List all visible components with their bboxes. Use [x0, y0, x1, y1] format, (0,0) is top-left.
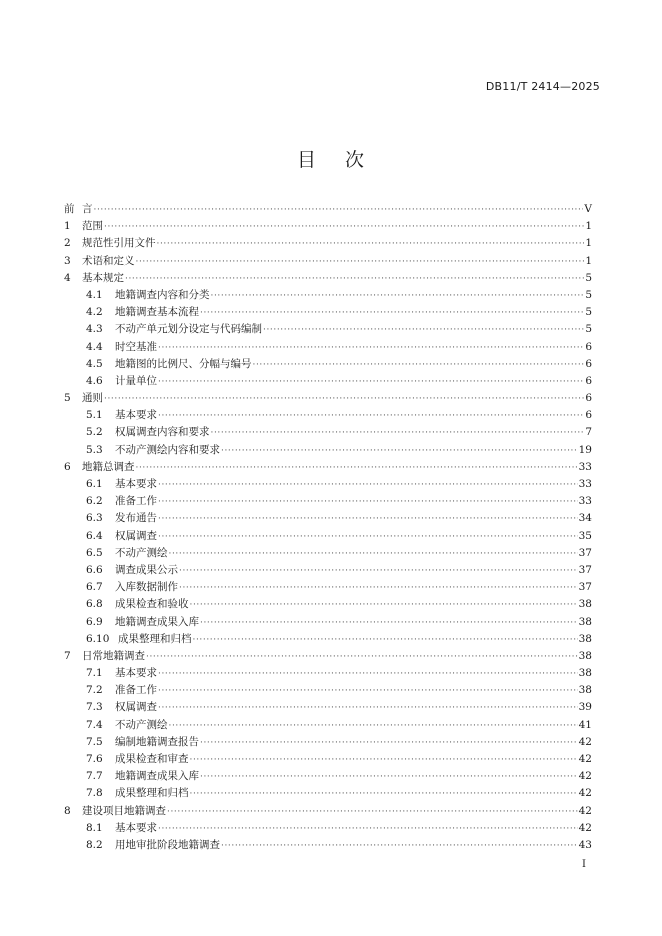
toc-entry-page: 6 [585, 374, 592, 387]
toc-entry-title: 成果检查和审查 [115, 753, 189, 765]
toc-entry-page: 37 [578, 563, 592, 576]
toc-entry-page: 38 [578, 598, 592, 611]
toc-entry-title: 地籍总调查 [82, 460, 135, 473]
toc-entry[interactable] [64, 270, 592, 287]
toc-dot-leader [179, 563, 578, 580]
toc-entry-page: 1 [585, 254, 592, 267]
toc-entry[interactable] [64, 596, 592, 613]
toc-entry-title: 不动产测绘 [115, 718, 168, 731]
toc-entry-title: 言 [82, 203, 93, 215]
toc-entry[interactable] [64, 476, 592, 493]
toc-entry-page: 5 [585, 306, 592, 319]
toc-dot-leader [158, 529, 578, 546]
toc-entry-title: 调查成果公示 [115, 563, 178, 576]
toc-entry-title: 准备工作 [115, 495, 157, 508]
toc-entry-title: 计量单位 [115, 374, 157, 387]
toc-entry-number: 6.5 [86, 546, 103, 559]
toc-entry-number: 3 [64, 254, 71, 267]
toc-dot-leader [158, 511, 578, 528]
toc-entry-number: 7.1 [86, 667, 103, 680]
toc-entry-title: 权属调查内容和要求 [115, 426, 210, 439]
toc-entry[interactable] [64, 373, 592, 390]
toc-entry-page: 5 [585, 288, 592, 301]
toc-entry-page: 6 [585, 392, 592, 405]
toc-entry-page: 33 [578, 460, 592, 473]
toc-dot-leader [157, 236, 585, 253]
toc-entry[interactable] [64, 562, 592, 579]
toc-entry-number: 6.9 [86, 615, 103, 628]
toc-entry-page: 37 [578, 546, 592, 559]
document-code: DB11/T 2414—2025 [485, 80, 600, 93]
toc-entry-page: 42 [578, 787, 592, 800]
toc-entry-title: 不动产单元划分设定与代码编制 [115, 323, 262, 336]
toc-entry[interactable] [64, 407, 592, 424]
toc-dot-leader [263, 322, 584, 339]
toc-entry-page: 38 [578, 615, 592, 628]
page-title [0, 145, 662, 172]
toc-dot-leader [167, 804, 578, 821]
toc-entry-page: 42 [578, 753, 592, 765]
toc-entry-number: 前 [64, 203, 75, 215]
toc-entry[interactable] [64, 287, 592, 304]
toc-entry-title: 发布通告 [115, 512, 157, 525]
toc-entry-title: 用地审批阶段地籍调查 [115, 838, 220, 851]
toc-dot-leader [158, 666, 578, 683]
toc-entry[interactable] [64, 734, 592, 751]
toc-entry-title: 编制地籍调查报告 [115, 735, 199, 748]
toc-entry-number: 4.4 [86, 340, 103, 353]
toc-entry-title: 不动产测绘 [115, 546, 168, 559]
toc-entry[interactable] [64, 751, 592, 768]
toc-dot-leader [169, 546, 578, 563]
toc-entry[interactable] [64, 304, 592, 321]
toc-dot-leader [190, 752, 578, 769]
toc-entry-page: 33 [578, 478, 592, 490]
toc-dot-leader [94, 202, 584, 219]
toc-dot-leader [193, 632, 578, 649]
toc-entry-title: 地籍调查成果入库 [115, 615, 199, 628]
toc-entry-number: 6.10 [86, 632, 110, 645]
toc-entry[interactable] [64, 545, 592, 562]
toc-entry-number: 4.2 [86, 306, 103, 319]
toc-entry-page: 41 [578, 718, 592, 731]
toc-dot-leader [158, 700, 578, 717]
toc-entry-page: 33 [578, 495, 592, 508]
toc-dot-leader [136, 460, 578, 477]
toc-entry[interactable] [64, 510, 592, 527]
toc-entry-number: 4.6 [86, 374, 103, 387]
toc-entry-title: 地籍调查基本流程 [115, 306, 199, 319]
toc-entry-title: 不动产测绘内容和要求 [115, 443, 220, 456]
toc-entry-number: 6 [64, 460, 71, 473]
toc-entry[interactable] [64, 837, 592, 854]
toc-entry[interactable] [64, 390, 592, 407]
toc-entry-number: 6.4 [86, 529, 103, 542]
toc-entry-title: 权属调查 [115, 701, 157, 714]
toc-entry-page: 6 [585, 357, 592, 370]
toc-entry-title: 准备工作 [115, 684, 157, 697]
toc-entry-title: 基本要求 [115, 409, 157, 422]
toc-entry-number: 7.5 [86, 735, 103, 748]
toc-entry[interactable] [64, 665, 592, 682]
toc-entry[interactable] [64, 528, 592, 545]
toc-entry[interactable] [64, 218, 592, 235]
toc-entry[interactable] [64, 579, 592, 596]
toc-dot-leader [221, 838, 578, 855]
toc-entry-title: 成果整理和归档 [115, 787, 189, 800]
toc-entry[interactable] [64, 235, 592, 252]
toc-dot-leader [169, 718, 578, 735]
footer-page-number: I [582, 859, 586, 870]
toc-entry-title: 范围 [82, 220, 103, 233]
toc-entry-page: 6 [585, 340, 592, 353]
toc-entry-title: 地籍图的比例尺、分幅与编号 [115, 357, 252, 370]
toc-entry-page: 37 [578, 581, 592, 594]
toc-entry-number: 4.3 [86, 323, 103, 336]
toc-dot-leader [125, 271, 584, 288]
title-char-2: 次 [345, 149, 366, 171]
toc-entry[interactable] [64, 803, 592, 820]
toc-entry-number: 7.8 [86, 787, 103, 800]
toc-dot-leader [158, 494, 578, 511]
toc-entry-number: 6.6 [86, 563, 103, 576]
toc-entry-page: 7 [585, 426, 592, 439]
toc-entry-title: 基本要求 [115, 478, 157, 490]
toc-entry-number: 7.6 [86, 753, 103, 765]
toc-dot-leader [158, 374, 584, 391]
toc-entry-page: 5 [585, 323, 592, 336]
toc-dot-leader [104, 391, 584, 408]
toc-entry[interactable] [64, 614, 592, 631]
toc-entry-page: 1 [585, 237, 592, 250]
title-char-1: 目 [296, 149, 317, 171]
toc-entry-page: 5 [585, 271, 592, 284]
toc-entry-page: 19 [578, 443, 592, 456]
toc-entry[interactable] [64, 339, 592, 356]
toc-entry-number: 5.2 [86, 426, 103, 439]
toc-dot-leader [158, 477, 578, 494]
toc-entry-title: 成果检查和验收 [115, 598, 189, 611]
toc-entry-number: 6.8 [86, 598, 103, 611]
toc-dot-leader [253, 357, 585, 374]
toc-entry-title: 权属调查 [115, 529, 157, 542]
toc-entry[interactable] [64, 321, 592, 338]
toc-dot-leader [190, 786, 578, 803]
toc-dot-leader [146, 649, 578, 666]
toc-entry-page: 38 [578, 684, 592, 697]
toc-entry-number: 5 [64, 392, 71, 405]
toc-entry-page: 35 [578, 529, 592, 542]
toc-entry-title: 时空基准 [115, 340, 157, 353]
toc-entry-page: 42 [578, 735, 592, 748]
toc-entry[interactable] [64, 631, 592, 648]
toc-entry-number: 6.1 [86, 478, 103, 490]
toc-entry-number: 7 [64, 649, 71, 662]
toc-dot-leader [158, 683, 578, 700]
toc-dot-leader [211, 288, 585, 305]
toc-entry-page: 43 [578, 838, 592, 851]
toc-entry-title: 基本规定 [82, 271, 124, 284]
toc-dot-leader [190, 597, 578, 614]
toc-entry[interactable] [64, 682, 592, 699]
toc-entry-title: 基本要求 [115, 821, 157, 834]
toc-entry-title: 建设项目地籍调查 [82, 804, 166, 817]
toc-entry[interactable] [64, 768, 592, 785]
toc-entry-number: 7.7 [86, 770, 103, 783]
toc-entry[interactable] [64, 820, 592, 837]
toc-entry-page: 42 [578, 821, 592, 834]
toc-entry-page: 6 [585, 409, 592, 422]
toc-entry-title: 通则 [82, 392, 103, 405]
toc-entry-number: 6.3 [86, 512, 103, 525]
toc-entry-page: 38 [578, 649, 592, 662]
toc-entry[interactable] [64, 493, 592, 510]
toc-dot-leader [158, 821, 578, 838]
toc-entry[interactable] [64, 442, 592, 459]
toc-entry[interactable] [64, 699, 592, 716]
toc-entry-number: 5.1 [86, 409, 103, 422]
toc-entry-title: 基本要求 [115, 667, 157, 680]
toc-dot-leader [200, 305, 584, 322]
toc-entry-page: 38 [578, 667, 592, 680]
toc-entry-title: 地籍调查内容和分类 [115, 288, 210, 301]
toc-entry-number: 7.3 [86, 701, 103, 714]
toc-dot-leader [158, 340, 584, 357]
toc-entry-title: 成果整理和归档 [118, 632, 192, 645]
toc-entry[interactable] [64, 717, 592, 734]
toc-entry-page: 1 [585, 220, 592, 233]
toc-entry-page: Ⅴ [584, 203, 592, 215]
table-of-contents [64, 201, 592, 854]
toc-dot-leader [200, 615, 578, 632]
toc-dot-leader [200, 735, 578, 752]
toc-entry-page: 42 [578, 770, 592, 783]
toc-entry-number: 4 [64, 271, 71, 284]
toc-entry-number: 2 [64, 237, 71, 250]
toc-entry-page: 42 [578, 804, 592, 817]
toc-entry[interactable] [64, 648, 592, 665]
toc-entry-title: 入库数据制作 [115, 581, 178, 594]
toc-entry[interactable] [64, 424, 592, 441]
toc-entry[interactable] [64, 356, 592, 373]
toc-entry-title: 规范性引用文件 [82, 237, 156, 250]
toc-dot-leader [200, 769, 578, 786]
toc-entry-number: 6.2 [86, 495, 103, 508]
toc-entry-number: 5.3 [86, 443, 103, 456]
toc-entry-title: 地籍调查成果入库 [115, 770, 199, 783]
toc-entry-page: 38 [578, 632, 592, 645]
toc-dot-leader [221, 443, 578, 460]
toc-dot-leader [179, 580, 578, 597]
toc-entry[interactable] [64, 253, 592, 270]
toc-entry-number: 8.2 [86, 838, 103, 851]
toc-entry-page: 34 [578, 512, 592, 525]
toc-entry-number: 8.1 [86, 821, 103, 834]
toc-entry-number: 4.1 [86, 288, 103, 301]
toc-entry-number: 6.7 [86, 581, 103, 594]
toc-entry-number: 7.2 [86, 684, 103, 697]
toc-dot-leader [104, 219, 584, 236]
toc-entry-page: 39 [578, 701, 592, 714]
toc-entry[interactable] [64, 459, 592, 476]
toc-entry-title: 日常地籍调查 [82, 649, 145, 662]
toc-dot-leader [211, 425, 585, 442]
toc-dot-leader [136, 254, 585, 271]
toc-entry-number: 8 [64, 804, 71, 817]
toc-entry[interactable] [64, 785, 592, 802]
toc-entry-number: 4.5 [86, 357, 103, 370]
toc-dot-leader [158, 408, 584, 425]
toc-entry-number: 7.4 [86, 718, 103, 731]
toc-entry-title: 术语和定义 [82, 254, 135, 267]
toc-entry-number: 1 [64, 220, 71, 233]
toc-entry[interactable] [64, 201, 592, 218]
